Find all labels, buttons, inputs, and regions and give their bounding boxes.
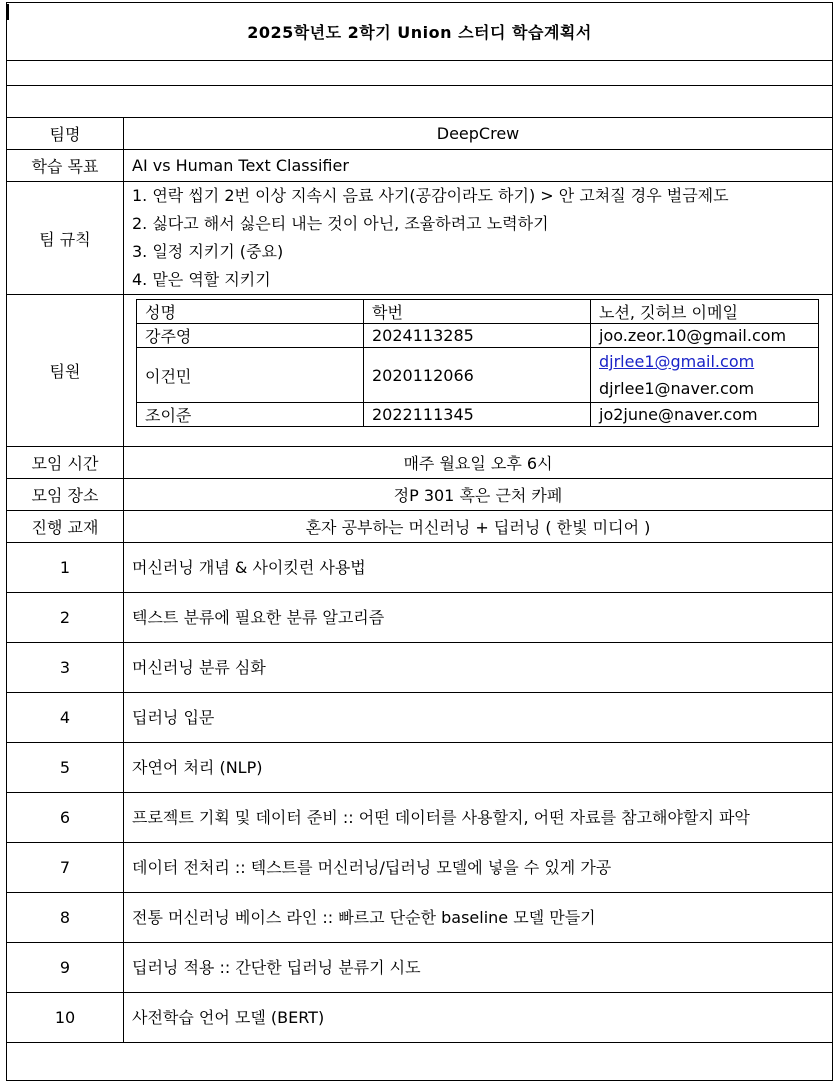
member-row xyxy=(137,403,819,427)
textbook-label: 진행 교재 xyxy=(7,511,124,543)
members-header-row xyxy=(137,300,819,324)
blank-row[interactable] xyxy=(7,61,833,86)
rule-item: 3. 일정 지키기 (중요) xyxy=(132,242,284,261)
week-content[interactable]: 텍스트 분류에 필요한 분류 알고리즘 xyxy=(124,593,833,643)
study-plan-table xyxy=(6,2,833,1081)
meeting-place-label: 모임 장소 xyxy=(7,479,124,511)
week-content[interactable]: 딥러닝 입문 xyxy=(124,693,833,743)
rule-item: 2. 싫다고 해서 싫은티 내는 것이 아닌, 조율하려고 노력하기 xyxy=(132,214,549,233)
week-row xyxy=(7,993,833,1043)
week-row xyxy=(7,843,833,893)
document-title: 2025학년도 2학기 Union 스터디 학습계획서 xyxy=(7,3,833,61)
team-row xyxy=(7,118,833,150)
member-id[interactable]: 2022111345 xyxy=(364,403,591,427)
week-content[interactable]: 딥러닝 적용 :: 간단한 딥러닝 분류기 시도 xyxy=(124,943,833,993)
team-label: 팀명 xyxy=(7,118,124,150)
member-name[interactable]: 조이준 xyxy=(137,403,364,427)
week-number: 1 xyxy=(7,543,124,593)
week-number: 3 xyxy=(7,643,124,693)
week-row xyxy=(7,643,833,693)
members-cell xyxy=(124,295,833,447)
header-name: 성명 xyxy=(137,300,364,324)
week-row xyxy=(7,743,833,793)
member-name[interactable]: 이건민 xyxy=(137,348,364,403)
week-row xyxy=(7,893,833,943)
meeting-time-label: 모임 시간 xyxy=(7,447,124,479)
week-row xyxy=(7,593,833,643)
week-row xyxy=(7,793,833,843)
blank-row[interactable] xyxy=(7,1043,833,1081)
week-content[interactable]: 프로젝트 기획 및 데이터 준비 :: 어떤 데이터를 사용할지, 어떤 자료를 참고해야할지 파악 xyxy=(124,793,833,843)
week-content[interactable]: 전통 머신러닝 베이스 라인 :: 빠르고 단순한 baseline 모델 만들기 xyxy=(124,893,833,943)
week-content[interactable]: 머신러닝 개념 & 사이킷런 사용법 xyxy=(124,543,833,593)
member-email-link[interactable]: djrlee1@gmail.com xyxy=(599,352,755,371)
meeting-time-row xyxy=(7,447,833,479)
textbook-value[interactable]: 혼자 공부하는 머신러닝 + 딥러닝 ( 한빛 미디어 ) xyxy=(124,511,833,543)
member-row xyxy=(137,324,819,348)
member-email[interactable]: jo2june@naver.com xyxy=(591,403,819,427)
member-row xyxy=(137,348,819,403)
week-number: 7 xyxy=(7,843,124,893)
rules-label: 팀 규칙 xyxy=(7,182,124,295)
week-number: 9 xyxy=(7,943,124,993)
members-label: 팀원 xyxy=(7,295,124,447)
members-row xyxy=(7,295,833,447)
week-number: 5 xyxy=(7,743,124,793)
week-number: 8 xyxy=(7,893,124,943)
week-number: 6 xyxy=(7,793,124,843)
member-emails xyxy=(591,348,819,403)
member-email[interactable]: djrlee1@naver.com xyxy=(599,379,755,398)
members-table xyxy=(136,299,819,427)
header-id: 학번 xyxy=(364,300,591,324)
meeting-time-value[interactable]: 매주 월요일 오후 6시 xyxy=(124,447,833,479)
rules-list[interactable] xyxy=(124,182,833,295)
blank-row[interactable] xyxy=(7,86,833,118)
rule-item: 1. 연락 씹기 2번 이상 지속시 음료 사기(공감이라도 하기) > 안 고쳐질 경우 벌금제도 xyxy=(132,186,729,205)
meeting-place-value[interactable]: 정P 301 혹은 근처 카페 xyxy=(124,479,833,511)
week-content[interactable]: 사전학습 언어 모델 (BERT) xyxy=(124,993,833,1043)
member-id[interactable]: 2024113285 xyxy=(364,324,591,348)
week-row xyxy=(7,943,833,993)
rules-row xyxy=(7,182,833,295)
team-name[interactable]: DeepCrew xyxy=(124,118,833,150)
member-id[interactable]: 2020112066 xyxy=(364,348,591,403)
week-content[interactable]: 데이터 전처리 :: 텍스트를 머신러닝/딥러닝 모델에 넣을 수 있게 가공 xyxy=(124,843,833,893)
week-number: 2 xyxy=(7,593,124,643)
rule-item: 4. 맡은 역할 지키기 xyxy=(132,270,271,289)
week-content[interactable]: 머신러닝 분류 심화 xyxy=(124,643,833,693)
week-content[interactable]: 자연어 처리 (NLP) xyxy=(124,743,833,793)
week-number: 4 xyxy=(7,693,124,743)
week-row xyxy=(7,543,833,593)
goal-row xyxy=(7,150,833,182)
member-name[interactable]: 강주영 xyxy=(137,324,364,348)
week-row xyxy=(7,693,833,743)
goal-label: 학습 목표 xyxy=(7,150,124,182)
goal-value[interactable]: AI vs Human Text Classifier xyxy=(124,150,833,182)
week-number: 10 xyxy=(7,993,124,1043)
textbook-row xyxy=(7,511,833,543)
member-email[interactable]: joo.zeor.10@gmail.com xyxy=(591,324,819,348)
header-email: 노션, 깃허브 이메일 xyxy=(591,300,819,324)
meeting-place-row xyxy=(7,479,833,511)
